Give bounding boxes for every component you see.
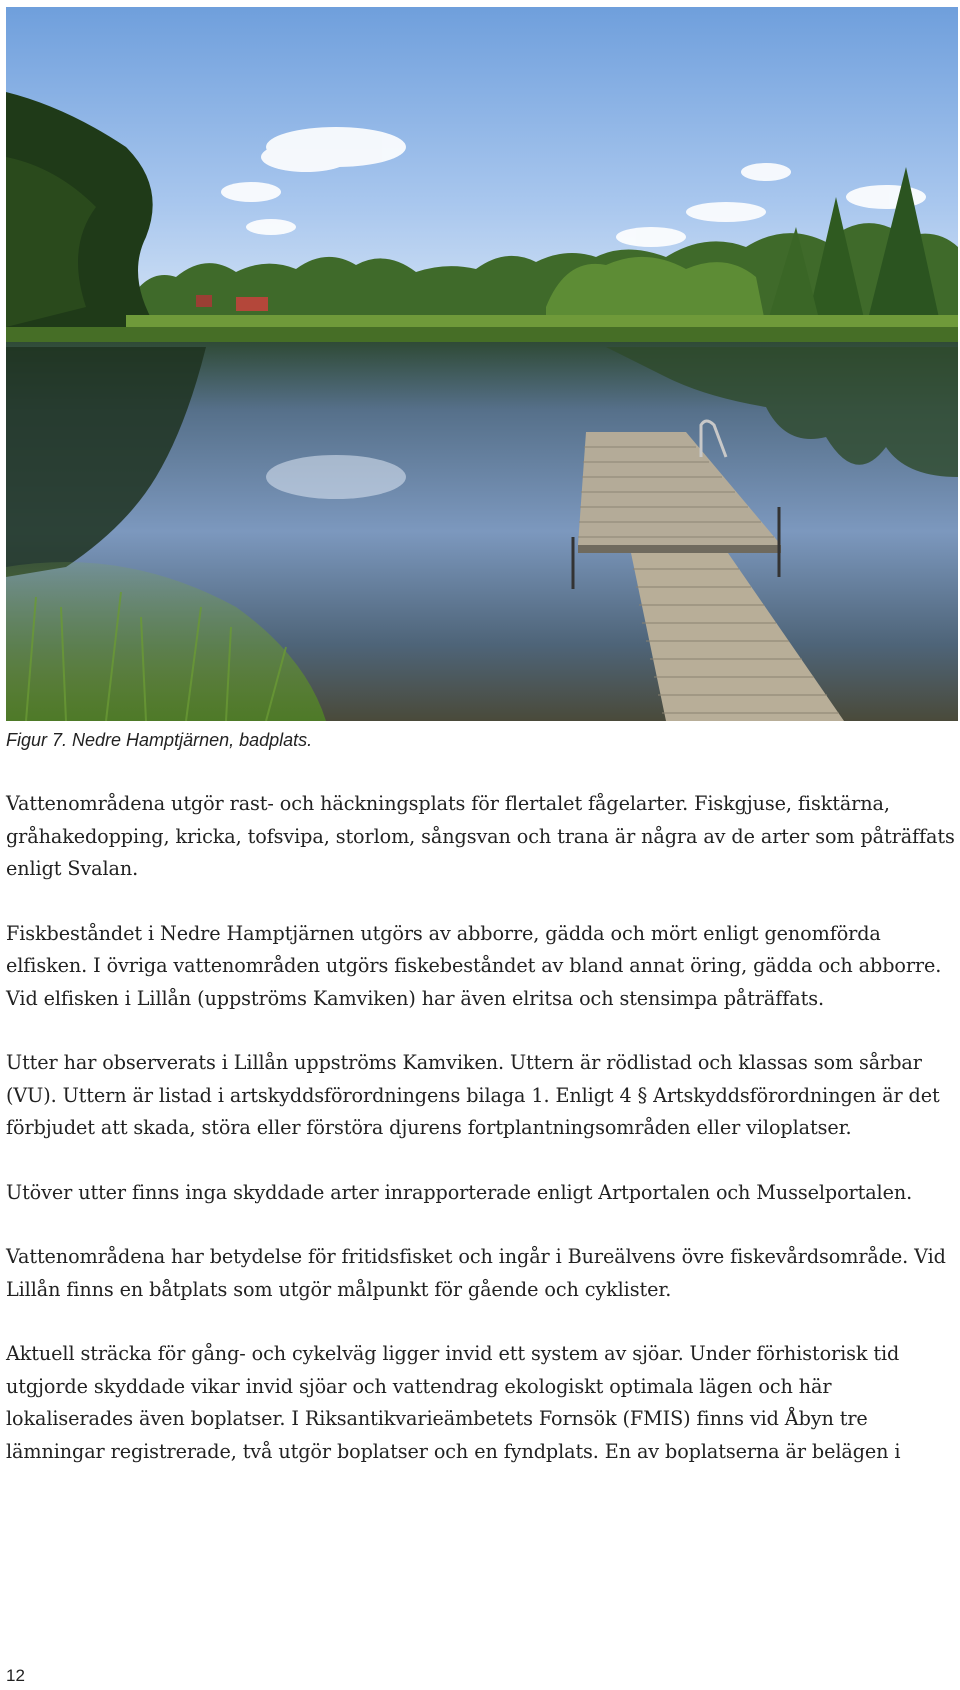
page-number: 12 — [6, 1666, 25, 1685]
lake-jetty-photo — [6, 7, 958, 721]
paragraph-fishing: Vattenområdena har betydelse för fritidsfisket och ingår i Bureälvens övre fiskevårdsområde. Vid Lillån finns en båtplats som utgör målpunkt för gående och cyklister. — [6, 1245, 946, 1301]
paragraph-birds: Vattenområdena utgör rast- och häckningsplats för flertalet fågelarter. Fiskgjuse, fisktärna, gråhakedopping, kricka, tofsvipa, storlom, sångsvan och trana är några av de arter som påträffats enligt Svalan. — [6, 792, 955, 880]
paragraph-fish: Fiskbeståndet i Nedre Hamptjärnen utgörs av abborre, gädda och mört enligt genomförda elfisken. I övriga vattenområden utgörs fiskebeståndet av bland annat öring, gädda och abborre. Vid elfisken i Lillån (uppströms Kamviken) har även elritsa och stensimpa påträffats. — [6, 921, 942, 1010]
body-text — [6, 788, 956, 1500]
paragraph-archaeology: Aktuell sträcka för gång- och cykelväg ligger invid ett system av sjöar. Under förhistorisk tid utgjorde skyddade vikar invid sjöar och vattendrag ekologiskt optimala lägen och här lokaliserades även boplatser. I Riksantikvarieämbetets Fornsök (FMIS) finns vid Åbyn tre lämningar registrerade, två utgör boplatser och en fyndplats. En av boplatserna är belägen i — [6, 1342, 901, 1463]
figure-caption: Figur 7. Nedre Hamptjärnen, badplats. — [6, 730, 313, 750]
paragraph-protected-species: Utöver utter finns inga skyddade arter inrapporterade enligt Artportalen och Musselportalen. — [6, 1180, 913, 1204]
paragraph-otter: Utter har observerats i Lillån uppströms Kamviken. Uttern är rödlistad och klassas som sårbar (VU). Uttern är listad i artskyddsförordningens bilaga 1. Enligt 4 § Artskyddsförordningen är det förbjudet att skada, störa eller förstöra djurens fortplantningsområden eller viloplatser. — [6, 1051, 940, 1139]
